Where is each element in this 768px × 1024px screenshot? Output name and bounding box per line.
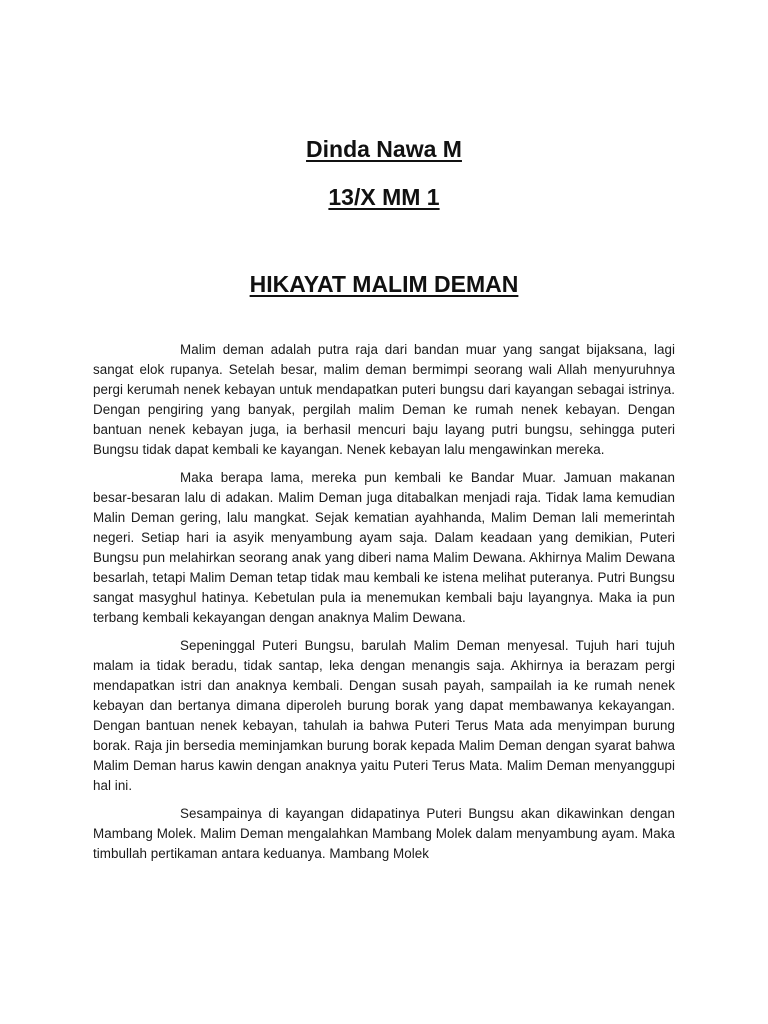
- paragraph: Sepeninggal Puteri Bungsu, barulah Malim Deman menyesal. Tujuh hari tujuh malam ia tidak beradu, tidak santap, leka dengan menangis saja. Akhirnya ia berazam pergi mendapatkan istri dan anaknya kembali. Dengan susah payah, sampailah ia ke rumah nenek kebayan dan bertanya dimana diperoleh burung borak yang dapat membawanya kekayangan. Dengan bantuan nenek kebayan, tahulah ia bahwa Puteri Terus Mata ada menyimpan burung borak. Raja jin bersedia meminjamkan burung borak kepada Malim Deman dengan syarat bahwa Malim Deman harus kawin dengan anaknya yaitu Puteri Terus Mata. Malim Deman menyanggupi hal ini.: [93, 638, 675, 793]
- story-title-text: HIKAYAT MALIM DEMAN: [249, 271, 519, 297]
- class-heading: [0, 184, 768, 211]
- story-title: [0, 271, 768, 298]
- author-heading: [0, 136, 768, 163]
- paragraph: Maka berapa lama, mereka pun kembali ke Bandar Muar. Jamuan makanan besar-besaran lalu di adakan. Malim Deman juga ditabalkan menjadi raja. Tidak lama kemudian Malin Deman gering, lalu mangkat. Sejak kematian ayahhanda, Malim Deman lali memerintah negeri. Setiap hari ia asyik menyambung ayam saja. Dalam keadaan yang demikian, Puteri Bungsu pun melahirkan seorang anak yang diberi nama Malim Dewana. Akhirnya Malim Dewana besarlah, tetapi Malim Deman tetap tidak mau kembali ke istena melihat puteranya. Putri Bungsu sangat masyghul hatinya. Kebetulan pula ia menemukan kembali baju layangnya. Maka ia pun terbang kembali kekayangan dengan anaknya Malim Dewana.: [93, 470, 675, 625]
- paragraph: Malim deman adalah putra raja dari bandan muar yang sangat bijaksana, lagi sangat elok rupanya. Setelah besar, malim deman bermimpi seorang wali Allah menyuruhnya pergi kerumah nenek kebayan untuk mendapatkan puteri bungsu dari kayangan sebagai istrinya. Dengan pengiring yang banyak, pergilah malim Deman ke rumah nenek kebayan. Dengan bantuan nenek kebayan juga, ia berhasil mencuri baju layang putri bungsu, sehingga puteri Bungsu tidak dapat kembali ke kayangan. Nenek kebayan lalu mengawinkan mereka.: [93, 342, 675, 457]
- paragraph: Sesampainya di kayangan didapatinya Puteri Bungsu akan dikawinkan dengan Mambang Molek. Malim Deman mengalahkan Mambang Molek dalam menyambung ayam. Maka timbullah pertikaman antara keduanya. Mambang Molek: [93, 806, 675, 861]
- story-body: [93, 340, 675, 872]
- author-name: Dinda Nawa M: [306, 136, 462, 162]
- class-label: 13/X MM 1: [328, 184, 440, 210]
